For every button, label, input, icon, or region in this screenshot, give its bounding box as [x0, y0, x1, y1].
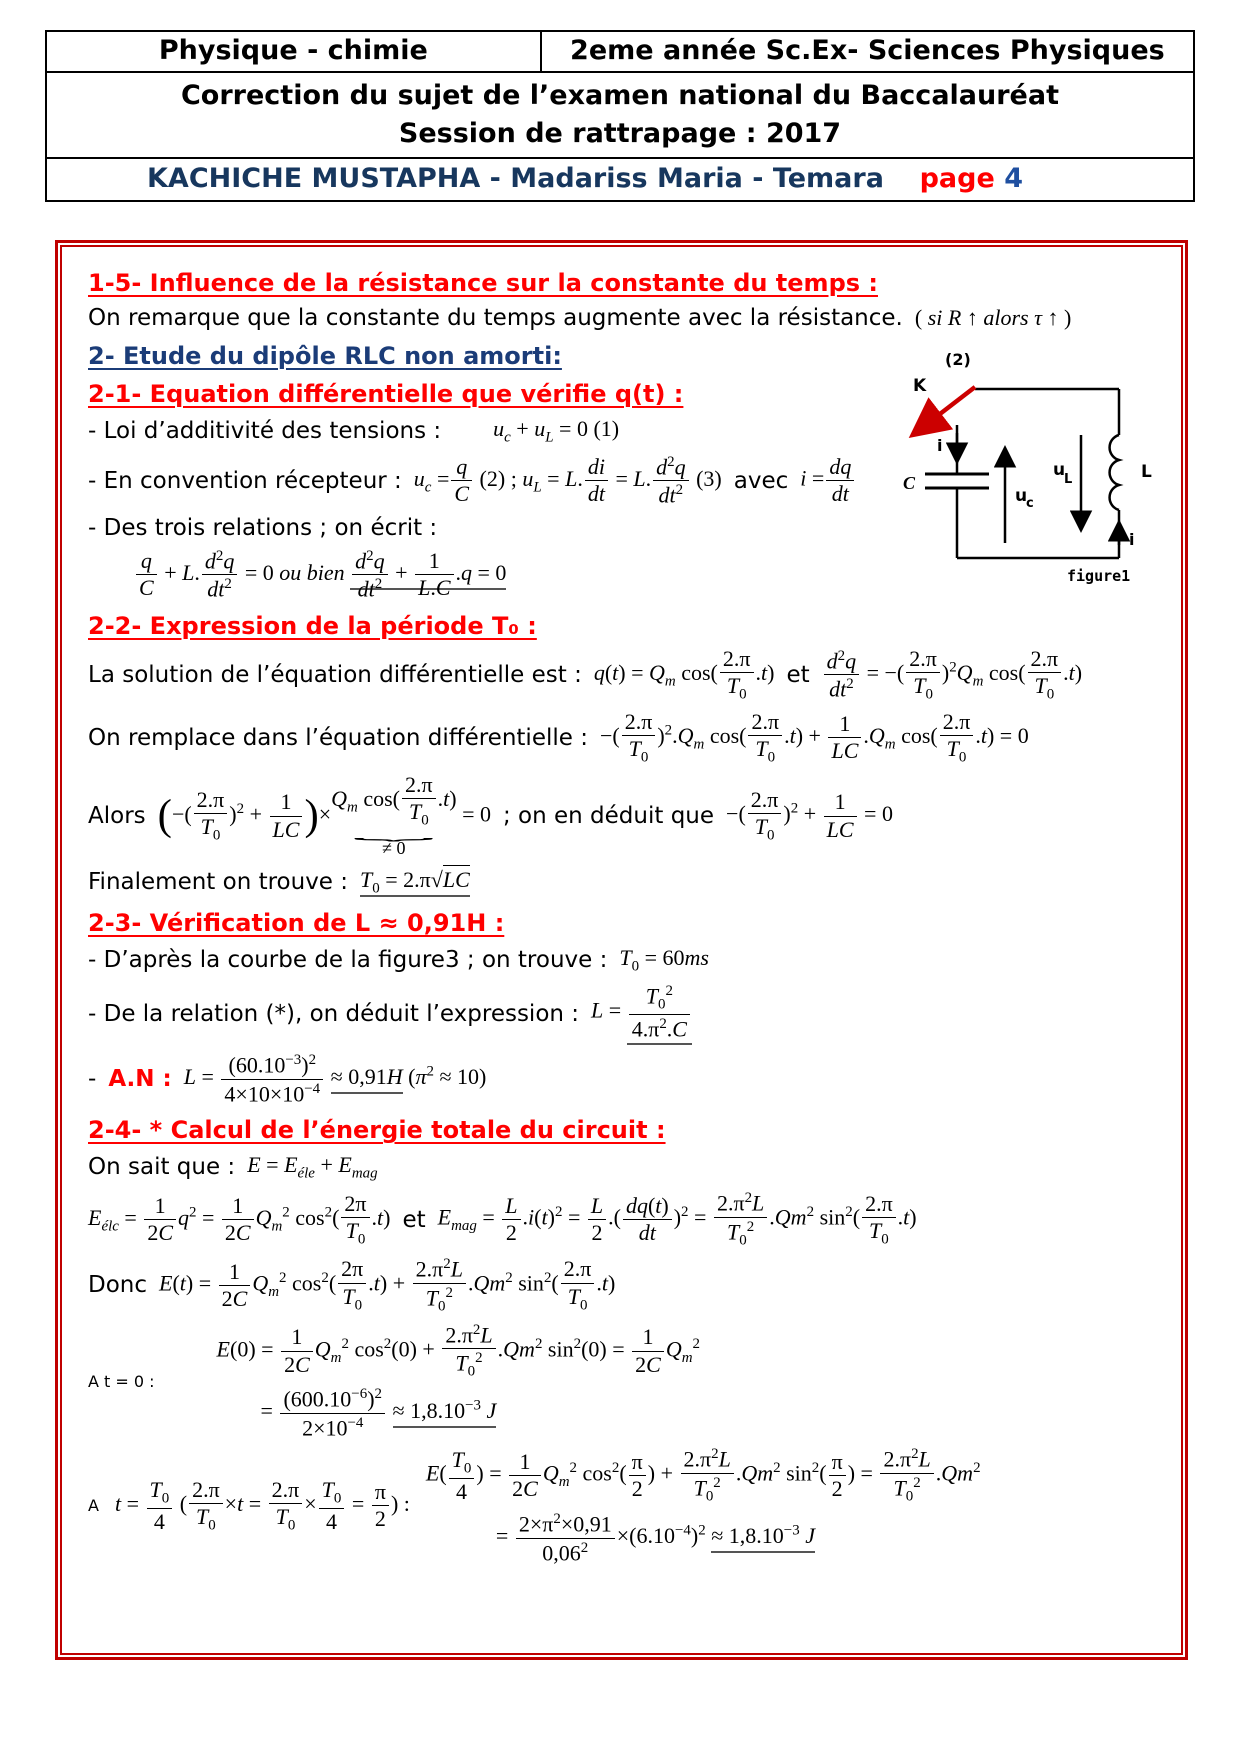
uc-label-sub: c — [1026, 496, 1034, 511]
eq-finalement: $T_0 = 2.\pi√LC$ — [360, 867, 470, 897]
relation-label: - De la relation (*), on déduit l’expression : — [88, 1000, 580, 1027]
et-label-2: et — [402, 1206, 426, 1233]
t0-label: A t = 0 : — [88, 1371, 155, 1391]
line-relation — [88, 983, 1167, 1046]
eq-T0-60ms: $T_0 = 60ms$ — [619, 944, 709, 974]
deduit-label: ; on en déduit que — [503, 803, 715, 830]
inductor-label: L — [1141, 462, 1152, 482]
donc-label: Donc — [88, 1272, 148, 1299]
eq-an: L = $\frac{(60.10^{-3})^2}{4\times 10\times 10^{-4}}$ ≈ 0,91H $(\pi^2 \approx 10)$ — [183, 1052, 487, 1107]
an-label: A.N : — [108, 1066, 172, 1093]
eq-E0: E(0) = $\frac{1}{2C}$ $Q_m^2$ $\cos^2(0)$ + $\frac{2.\pi^2L}{T_0^2}$ .Qm$^2$ $\sin^2(0)$ = $\frac{1}{2C}$ $Q_m^2$ — [216, 1321, 701, 1380]
doc-title-line2: Session de rattrapage : 2017 — [398, 117, 842, 149]
eq-avec: i = $\frac{dq}{dt}$ — [800, 455, 856, 506]
figure-caption: figure1 — [1067, 567, 1131, 585]
heading-2-2: 2-2- Expression de la période T₀ : — [88, 611, 537, 640]
eq-energie-magnetique: $E_{mag}$ = $\frac{L}{2}$ $.i(t)^2$ = $\frac{L}{2}$ .( $\frac{dq(t)}{dt}$ )$^2$ = $\frac{2.\pi^2L}{T_0^2}$ .Qm$^2$ $\sin^2$( $\frac{2.\pi}{T_0}$ .t) — [437, 1190, 917, 1249]
ul-label-sub: L — [1064, 472, 1073, 487]
solution-label: La solution de l’équation différentielle est : — [88, 661, 582, 688]
para-1-5-math: ( si R ↑ alors τ ↑ ) — [914, 305, 1072, 330]
line-energies — [88, 1190, 1167, 1249]
content-body — [60, 245, 1183, 1655]
switch-blade — [923, 387, 975, 427]
doc-title-line1: Correction du sujet de l’examen national du Baccalauréat — [180, 80, 1059, 111]
remplace-label: On remplace dans l’équation différentielle : — [88, 724, 588, 751]
line-solution — [88, 647, 1167, 703]
level-title: 2eme année Sc.Ex- Sciences Physiques — [570, 35, 1165, 66]
line-an — [88, 1052, 1167, 1106]
current-bottom-label: i — [1129, 530, 1135, 549]
sait-label: On sait que : — [88, 1154, 236, 1181]
eq-deduit: −( $\frac{2.\pi}{T_0}$ )$^2$ + $\frac{1}{LC}$ = 0 — [726, 787, 893, 844]
eq-trois-relations: $\frac{q}{C}$ + L. $\frac{d^2q}{dt^2}$ = 0 ou bien $\frac{d^2q}{dt^2}$ + $\frac{1}{L.C}$ .q = 0 — [134, 548, 506, 602]
content-frame — [55, 240, 1188, 1660]
eq-energie-totale: $E = E_{éle} + E_{mag}$ — [247, 1152, 378, 1182]
page-indicator — [920, 163, 1023, 194]
uc-label-main: u — [1015, 486, 1028, 506]
ul-label-main: u — [1053, 460, 1066, 480]
eq-E-T0-4-numeric: = $\frac{2\times\pi^2\times 0,91}{0,06^2}$ $\times(6.10^{-4})^2 \approx 1,8.10^{-3}$ J — [495, 1511, 815, 1565]
finalement-label: Finalement on trouve : — [88, 869, 349, 896]
para-1-5 — [88, 304, 1167, 332]
courbe-label: - D’après la courbe de la figure3 ; on trouve : — [88, 946, 608, 973]
eq-alors: (−( $\frac{2.\pi}{T_0}$ )$^2$ + $\frac{1}{LC}$ )× $Q_m$ cos( $\frac{2.\pi}{T_0}$ .t) ⏟ ≠ 0 = 0 — [157, 771, 491, 858]
page-label: page — [919, 163, 995, 194]
eq-solution-2: $\frac{d^2q}{dt^2}$ = −( $\frac{2.\pi}{T_0}$ )$^2Q_m$ cos( $\frac{2.\pi}{T_0}$ .t) — [822, 647, 1082, 703]
heading-2: 2- Etude du dipôle RLC non amorti: — [88, 341, 562, 370]
header-row-1 — [47, 32, 1193, 73]
et-label: et — [786, 661, 810, 688]
subject-title: Physique - chimie — [47, 32, 542, 71]
capacitor-label: C — [903, 473, 916, 493]
circuit-figure — [857, 343, 1175, 595]
page-number: 4 — [1004, 163, 1023, 194]
t0-equations — [171, 1322, 700, 1441]
heading-2-4: 2-4- * Calcul de l’énergie totale du circuit : — [88, 1116, 666, 1145]
eq-L-expression: L = $\frac{T_0^2}{4.\pi^2.C}$ — [591, 983, 692, 1046]
para-1-5-text: On remarque que la constante du temps augmente avec la résistance. — [88, 304, 903, 331]
additivite-label: - Loi d’additivité des tensions : — [88, 417, 442, 444]
t4-label-A: A — [88, 1496, 99, 1516]
line-remplace — [88, 710, 1167, 766]
trois-relations-label: - Des trois relations ; on écrit : — [88, 514, 438, 541]
eq-additivite: $u_c + u_L = 0$ (1) — [493, 415, 620, 445]
author-line: KACHICHE MUSTAPHA - Madariss Maria - Temara — [147, 163, 884, 194]
switch-k-label: K — [913, 376, 927, 396]
inductor-coil — [1110, 435, 1119, 510]
heading-1-5: 1-5- Influence de la résistance sur la constante du temps : — [88, 269, 878, 297]
eq-E-T0-4: E( $\frac{T_0}{4}$ ) = $\frac{1}{2C}$ $Q_m^2$ $\cos^2$( $\frac{\pi}{2}$ ) + $\frac{2.\pi^2L}{T_0^2}$ .Qm$^2$ $\sin^2$( $\frac{\pi}{2}$ ) = $\frac{2.\pi^2L}{T_0^2}$ .Qm$^2$ — [425, 1446, 981, 1505]
alors-label: Alors — [88, 803, 146, 830]
eq-energie-electrique: $E_{élc}$ = $\frac{1}{2C}$ $q^2$ = $\frac{1}{2C}$ $Q_m^2$ $\cos^2$( $\frac{2\pi}{T_0}$ .t) — [88, 1190, 391, 1248]
circuit-svg — [857, 343, 1175, 591]
line-donc — [88, 1256, 1167, 1315]
header-row-2 — [47, 73, 1193, 159]
eq-remplace: −( $\frac{2.\pi}{T_0}$ )$^2.Q_m$ cos( $\frac{2.\pi}{T_0}$ .t) + $\frac{1}{LC}$ $.Q_m$ cos( $\frac{2.\pi}{T_0}$ .t) = 0 — [599, 708, 1029, 766]
header-table — [45, 30, 1195, 161]
line-courbe — [88, 944, 1167, 976]
line-finalement — [88, 866, 1167, 898]
line-sait — [88, 1151, 1167, 1183]
line-alors — [88, 773, 1167, 860]
block-t4 — [88, 1446, 1167, 1565]
switch-position-label: (2) — [945, 350, 971, 369]
eq-convention: $u_c$ = $\frac{q}{C}$ (2) ; $u_L = L$. $\frac{di}{dt}$ = L. $\frac{d^2q}{dt^2}$ (3) — [413, 453, 722, 508]
eq-E0-numeric: = $\frac{(600.10^{-6})^2}{2\times 10^{-4}}$ ≈ $1,8.10^{-3}$ J — [260, 1386, 497, 1441]
author-bar — [45, 157, 1195, 202]
an-dash: - — [88, 1066, 97, 1093]
convention-label: - En convention récepteur : — [88, 467, 402, 494]
eq-t4-condition: t = $\frac{T_0}{4}$ ( $\frac{2.\pi}{T_0}$ ×t = $\frac{2.\pi}{T_0}$ × $\frac{T_0}{4}$ = $\frac{\pi}{2}$ ) : — [114, 1476, 410, 1534]
eq-E-t: E(t) = $\frac{1}{2C}$ $Q_m^2$ $\cos^2$( $\frac{2\pi}{T_0}$ .t) + $\frac{2.\pi^2L}{T_0^2}$ .Qm$^2$ $\sin^2$( $\frac{2.\pi}{T_0}$ .t) — [159, 1256, 616, 1315]
heading-2-3: 2-3- Vérification de L ≈ 0,91H : — [88, 908, 505, 937]
heading-2-1: 2-1- Equation différentielle que vérifie q(t) : — [88, 379, 684, 408]
eq-solution-1: $q(t) = Q_m$ cos( $\frac{2.\pi}{T_0}$ .t) — [593, 645, 775, 703]
avec-label: avec — [733, 467, 789, 494]
block-t0 — [88, 1322, 1167, 1441]
t4-equations — [426, 1446, 981, 1565]
current-top-label: i — [937, 436, 943, 455]
